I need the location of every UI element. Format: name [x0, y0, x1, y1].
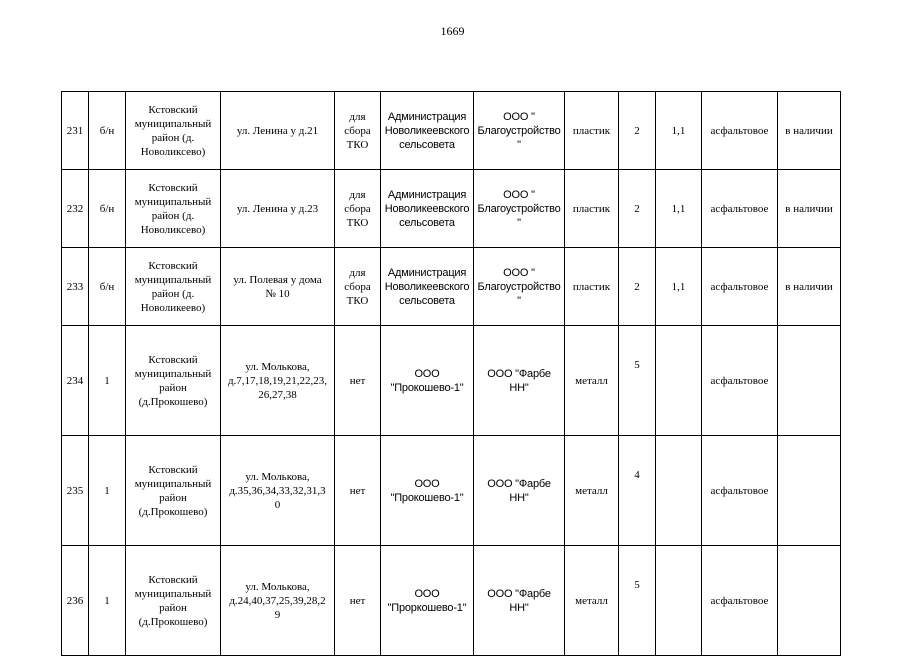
cell-container-material: металл: [565, 546, 619, 656]
cell-address: ул. Ленина у д.23: [221, 170, 335, 248]
container-sites-table: [61, 91, 841, 656]
cell-owner: ООО "Прокошево-1": [381, 326, 474, 436]
cell-operator: ООО " Благоустройство ": [474, 248, 565, 326]
cell-fence: в наличии: [778, 170, 841, 248]
table-row: [62, 326, 841, 436]
cell-operator: ООО " Благоустройство ": [474, 170, 565, 248]
cell-container-count: 5: [619, 546, 656, 656]
cell-house-number: 1: [89, 436, 126, 546]
cell-container-material: металл: [565, 326, 619, 436]
cell-container-volume: 1,1: [656, 170, 702, 248]
cell-container-count: 5: [619, 326, 656, 436]
cell-operator: ООО " Благоустройство ": [474, 92, 565, 170]
cell-address: ул. Молькова, д.24,40,37,25,39,28,2 9: [221, 546, 335, 656]
cell-surface-type: асфальтовое: [702, 92, 778, 170]
cell-fence: [778, 546, 841, 656]
cell-address: ул. Ленина у д.21: [221, 92, 335, 170]
cell-surface-type: асфальтовое: [702, 436, 778, 546]
cell-row-number: 233: [62, 248, 89, 326]
cell-row-number: 235: [62, 436, 89, 546]
cell-container-volume: 1,1: [656, 92, 702, 170]
cell-container-volume: 1,1: [656, 248, 702, 326]
cell-purpose: для сбора ТКО: [335, 170, 381, 248]
cell-row-number: 232: [62, 170, 89, 248]
cell-purpose: для сбора ТКО: [335, 92, 381, 170]
cell-fence: в наличии: [778, 248, 841, 326]
cell-address: ул. Молькова, д.7,17,18,19,21,22,23, 26,27,38: [221, 326, 335, 436]
cell-container-volume: [656, 546, 702, 656]
cell-owner: Администрация Новоликеевского сельсовета: [381, 92, 474, 170]
cell-surface-type: асфальтовое: [702, 546, 778, 656]
cell-house-number: б/н: [89, 248, 126, 326]
cell-surface-type: асфальтовое: [702, 326, 778, 436]
cell-address: ул. Молькова, д.35,36,34,33,32,31,3 0: [221, 436, 335, 546]
cell-surface-type: асфальтовое: [702, 248, 778, 326]
cell-container-material: пластик: [565, 92, 619, 170]
cell-owner: ООО "Проркошево-1": [381, 546, 474, 656]
cell-container-volume: [656, 326, 702, 436]
cell-row-number: 236: [62, 546, 89, 656]
cell-container-count: 2: [619, 92, 656, 170]
table-body: [62, 92, 841, 656]
page-number: 1669: [440, 24, 465, 38]
cell-container-count: 4: [619, 436, 656, 546]
cell-fence: в наличии: [778, 92, 841, 170]
cell-house-number: 1: [89, 546, 126, 656]
cell-operator: ООО "Фарбе НН": [474, 436, 565, 546]
cell-container-count: 2: [619, 248, 656, 326]
table-row: [62, 170, 841, 248]
cell-house-number: б/н: [89, 92, 126, 170]
cell-district: Кстовский муниципальный район (д. Новоликеево): [126, 248, 221, 326]
cell-row-number: 234: [62, 326, 89, 436]
cell-container-volume: [656, 436, 702, 546]
cell-district: Кстовский муниципальный район (д. Новоликсево): [126, 170, 221, 248]
cell-district: Кстовский муниципальный район (д.Прокошево): [126, 436, 221, 546]
cell-house-number: б/н: [89, 170, 126, 248]
cell-container-count: 2: [619, 170, 656, 248]
cell-district: Кстовский муниципальный район (д.Прокошево): [126, 326, 221, 436]
cell-purpose: нет: [335, 326, 381, 436]
cell-operator: ООО "Фарбе НН": [474, 326, 565, 436]
cell-owner: Администрация Новоликеевского сельсовета: [381, 248, 474, 326]
cell-fence: [778, 436, 841, 546]
cell-operator: ООО "Фарбе НН": [474, 546, 565, 656]
cell-owner: ООО "Прокошево-1": [381, 436, 474, 546]
table-row: [62, 248, 841, 326]
cell-house-number: 1: [89, 326, 126, 436]
cell-container-material: пластик: [565, 248, 619, 326]
table-row: [62, 546, 841, 656]
cell-address: ул. Полевая у дома № 10: [221, 248, 335, 326]
table-row: [62, 92, 841, 170]
cell-district: Кстовский муниципальный район (д.Прокошево): [126, 546, 221, 656]
cell-purpose: нет: [335, 436, 381, 546]
cell-container-material: пластик: [565, 170, 619, 248]
cell-container-material: металл: [565, 436, 619, 546]
cell-district: Кстовский муниципальный район (д. Новоликсево): [126, 92, 221, 170]
cell-fence: [778, 326, 841, 436]
cell-surface-type: асфальтовое: [702, 170, 778, 248]
cell-purpose: нет: [335, 546, 381, 656]
cell-row-number: 231: [62, 92, 89, 170]
cell-owner: Администрация Новоликеевского сельсовета: [381, 170, 474, 248]
cell-purpose: для сбора ТКО: [335, 248, 381, 326]
table-row: [62, 436, 841, 546]
